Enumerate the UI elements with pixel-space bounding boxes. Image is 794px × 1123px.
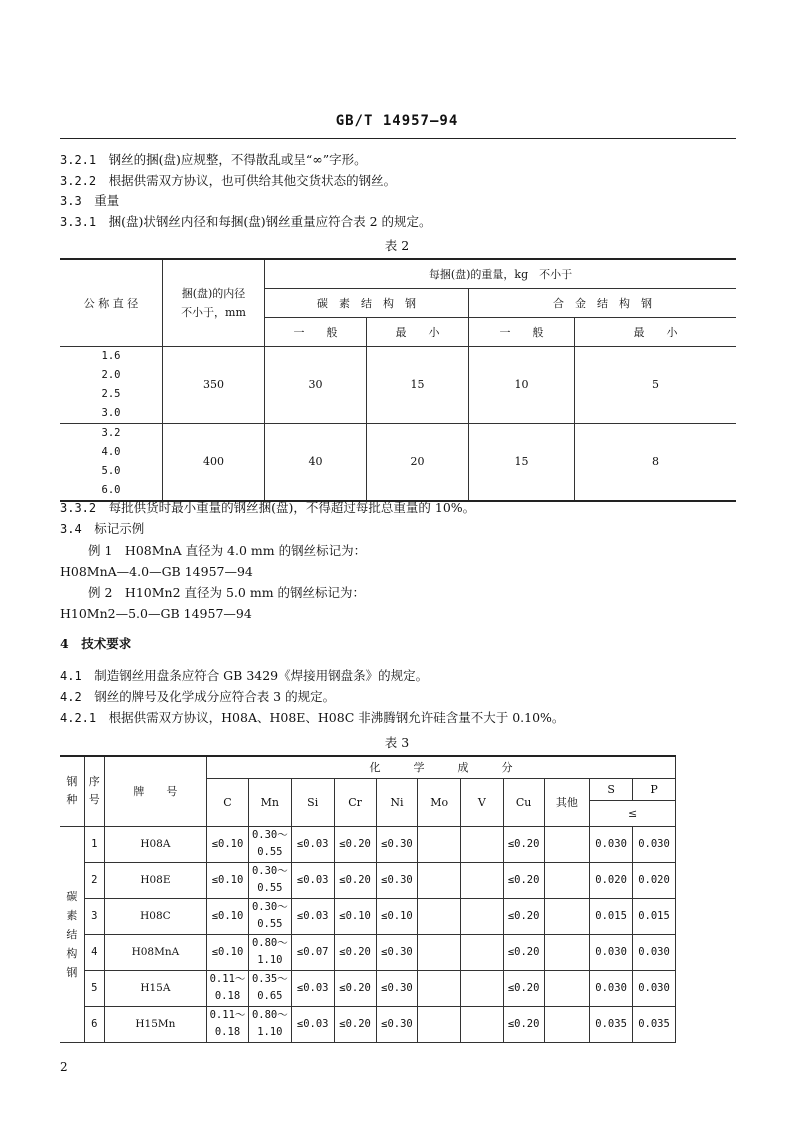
example-1-mark: H08MnA—4.0—GB 14957—94 (60, 564, 253, 579)
clause-text: 重量 (94, 193, 120, 208)
seq-cell: 5 (84, 970, 104, 1006)
paragraph-4-1 (60, 668, 428, 684)
clause-text: 每批供货时最小重量的钢丝捆(盘)，不得超过每批总重量的 10%。 (108, 500, 476, 515)
diameter-value: 1.6 (101, 349, 121, 362)
cr-cell: ≤0.20 (334, 970, 376, 1006)
other-cell (544, 970, 590, 1006)
col-header-steel-type-line: 钢 (66, 775, 78, 789)
paragraph-4-2 (60, 689, 335, 705)
cu-cell: ≤0.20 (503, 862, 544, 898)
ni-cell: ≤0.30 (376, 934, 418, 970)
other-cell (544, 934, 590, 970)
table-row (60, 934, 676, 970)
paragraph-4-2-1 (60, 710, 564, 726)
mn-value: 1.10 (257, 954, 283, 966)
example-2-mark: H10Mn2—5.0—GB 14957—94 (60, 606, 252, 621)
alloy-min-cell: 5 (575, 346, 737, 423)
mn-value: 0.80～ (251, 1009, 288, 1021)
clause-text: 钢丝的捆(盘)应规整，不得散乱或呈“∞”字形。 (108, 152, 367, 167)
alloy-general-cell: 10 (469, 346, 575, 423)
ni-cell: ≤0.30 (376, 970, 418, 1006)
c-value: 0.11～ (209, 973, 246, 985)
inner-diameter-cell: 400 (163, 423, 265, 501)
si-cell: ≤0.03 (291, 826, 334, 862)
clause-text: 捆(盘)状钢丝内径和每捆(盘)钢丝重量应符合表 2 的规定。 (108, 214, 432, 229)
ni-cell: ≤0.10 (376, 898, 418, 934)
cu-cell: ≤0.20 (503, 1006, 544, 1042)
v-cell (461, 934, 504, 970)
mn-value: 1.10 (257, 1026, 283, 1038)
steel-group-carbon (60, 826, 84, 1042)
mn-value: 0.55 (257, 882, 283, 894)
col-header-inner-line1: 捆(盘)的内径 (181, 286, 246, 300)
table-row (60, 898, 676, 934)
col-header-cr: Cr (334, 778, 376, 826)
section-4-heading (60, 636, 131, 652)
s-cell: 0.030 (590, 970, 633, 1006)
mo-cell (418, 970, 461, 1006)
mo-cell (418, 1006, 461, 1042)
clause-number: 3.3.2 (60, 501, 97, 515)
paragraph-3-2-2 (60, 173, 396, 189)
seq-cell: 6 (84, 1006, 104, 1042)
p-cell: 0.035 (633, 1006, 676, 1042)
col-header-chemical: 化 学 成 分 (207, 756, 676, 778)
section-title: 技术要求 (81, 636, 132, 651)
grade-cell: H08A (104, 826, 206, 862)
col-header-mn: Mn (248, 778, 291, 826)
col-header-cu: Cu (503, 778, 544, 826)
header-rule (60, 138, 736, 139)
clause-number: 3.3.1 (60, 215, 97, 229)
v-cell (461, 862, 504, 898)
diameter-value: 2.0 (101, 368, 121, 381)
example-1: 例 1 H08MnA 直径为 4.0 mm 的钢丝标记为： (88, 543, 367, 558)
col-header-seq-line: 序 (88, 775, 100, 789)
grade-cell: H08C (104, 898, 206, 934)
cr-cell: ≤0.20 (334, 1006, 376, 1042)
p-cell: 0.015 (633, 898, 676, 934)
diameter-value: 3.2 (101, 426, 121, 439)
paragraph-3-2-1 (60, 152, 367, 168)
page-number: 2 (60, 1060, 68, 1074)
seq-cell: 2 (84, 862, 104, 898)
col-header-v: V (461, 778, 504, 826)
clause-text: 标记示例 (94, 521, 145, 536)
mn-cell (248, 826, 291, 862)
col-header-c: C (207, 778, 249, 826)
mn-value: 0.80～ (251, 937, 288, 949)
c-value: 0.18 (214, 990, 241, 1002)
carbon-min-cell: 15 (367, 346, 469, 423)
cu-cell: ≤0.20 (503, 970, 544, 1006)
other-cell (544, 862, 590, 898)
col-header-alloy-steel: 合 金 结 构 钢 (469, 288, 737, 317)
col-header-carbon-general: 一 般 (265, 317, 367, 346)
p-cell: 0.030 (633, 826, 676, 862)
col-header-alloy-general: 一 般 (469, 317, 575, 346)
s-cell: 0.020 (590, 862, 633, 898)
paragraph-3-3-2 (60, 500, 475, 516)
clause-number: 3.2.2 (60, 174, 97, 188)
clause-text: 根据供需双方协议，也可供给其他交货状态的钢丝。 (108, 173, 397, 188)
c-cell (207, 862, 249, 898)
grade-cell: H08MnA (104, 934, 206, 970)
clause-number: 3.3 (60, 194, 82, 208)
c-cell (207, 934, 249, 970)
clause-number: 4.2 (60, 690, 82, 704)
v-cell (461, 970, 504, 1006)
paragraph-3-3 (60, 193, 119, 209)
clause-text: 钢丝的牌号及化学成分应符合表 3 的规定。 (94, 689, 336, 704)
seq-cell: 1 (84, 826, 104, 862)
ni-cell: ≤0.30 (376, 1006, 418, 1042)
mo-cell (418, 934, 461, 970)
carbon-general-cell: 30 (265, 346, 367, 423)
table-3 (60, 755, 676, 1043)
diameter-value: 2.5 (101, 387, 121, 400)
col-header-grade: 牌 号 (104, 756, 206, 826)
table-row (60, 862, 676, 898)
col-header-le-symbol: ≤ (590, 800, 676, 826)
v-cell (461, 826, 504, 862)
mo-cell (418, 826, 461, 862)
cr-cell: ≤0.20 (334, 934, 376, 970)
col-header-alloy-min: 最 小 (575, 317, 737, 346)
col-header-inner-diameter (163, 259, 265, 346)
table-row (60, 970, 676, 1006)
si-cell: ≤0.03 (291, 862, 334, 898)
mn-value: 0.30～ (251, 865, 288, 877)
diameter-value: 5.0 (101, 464, 121, 477)
v-cell (461, 1006, 504, 1042)
c-value: 0.11～ (209, 1009, 246, 1021)
col-header-steel-type (60, 756, 84, 826)
table-3-caption: 表 3 (384, 735, 410, 750)
col-header-seq (84, 756, 104, 826)
mn-value: 0.65 (257, 990, 283, 1002)
mn-cell (248, 1006, 291, 1042)
col-header-carbon-min: 最 小 (367, 317, 469, 346)
other-cell (544, 898, 590, 934)
alloy-general-cell: 15 (469, 423, 575, 501)
cr-cell: ≤0.20 (334, 826, 376, 862)
clause-text: 根据供需双方协议，H08A、H08E、H08C 非沸腾钢允许硅含量不大于 0.10%。 (108, 710, 565, 725)
table-row (60, 826, 676, 862)
col-header-p: P (633, 778, 676, 800)
c-cell (207, 898, 249, 934)
mn-cell (248, 898, 291, 934)
table-row (60, 1006, 676, 1042)
p-cell: 0.030 (633, 970, 676, 1006)
col-header-diameter: 公 称 直 径 (60, 259, 163, 346)
clause-number: 4.2.1 (60, 711, 97, 725)
col-header-weight: 每捆(盘)的重量，kg 不小于 (265, 259, 737, 288)
example-2: 例 2 H10Mn2 直径为 5.0 mm 的钢丝标记为： (88, 585, 366, 600)
col-header-inner-line2: 不小于，mm (181, 305, 246, 319)
p-cell: 0.030 (633, 934, 676, 970)
col-header-ni: Ni (376, 778, 418, 826)
col-header-s: S (590, 778, 633, 800)
cr-cell: ≤0.20 (334, 862, 376, 898)
col-header-si: Si (291, 778, 334, 826)
c-value: ≤0.10 (211, 909, 244, 922)
alloy-min-cell: 8 (575, 423, 737, 501)
s-cell: 0.030 (590, 826, 633, 862)
grade-cell: H15Mn (104, 1006, 206, 1042)
paragraph-3-3-1 (60, 214, 432, 230)
table-2-caption: 表 2 (384, 238, 410, 253)
cu-cell: ≤0.20 (503, 898, 544, 934)
c-value: 0.18 (214, 1026, 241, 1038)
other-cell (544, 1006, 590, 1042)
diameter-value: 6.0 (101, 483, 121, 496)
diameter-list (60, 423, 163, 501)
cu-cell: ≤0.20 (503, 934, 544, 970)
cr-cell: ≤0.10 (334, 898, 376, 934)
group-label-char: 构 (66, 946, 78, 960)
inner-diameter-cell: 350 (163, 346, 265, 423)
group-label-char: 钢 (66, 965, 78, 979)
grade-cell: H15A (104, 970, 206, 1006)
group-label-char: 素 (66, 908, 78, 922)
seq-cell: 4 (84, 934, 104, 970)
p-cell: 0.020 (633, 862, 676, 898)
section-number: 4 (60, 636, 69, 651)
clause-number: 3.2.1 (60, 153, 97, 167)
si-cell: ≤0.03 (291, 970, 334, 1006)
si-cell: ≤0.03 (291, 1006, 334, 1042)
table-2 (60, 258, 736, 502)
col-header-other: 其他 (544, 778, 590, 826)
mn-cell (248, 934, 291, 970)
c-cell (207, 826, 249, 862)
carbon-min-cell: 20 (367, 423, 469, 501)
clause-text: 制造钢丝用盘条应符合 GB 3429《焊接用钢盘条》的规定。 (94, 668, 429, 683)
carbon-general-cell: 40 (265, 423, 367, 501)
si-cell: ≤0.03 (291, 898, 334, 934)
mo-cell (418, 862, 461, 898)
diameter-value: 4.0 (101, 445, 121, 458)
document-header-code: GB/T 14957—94 (335, 113, 459, 129)
ni-cell: ≤0.30 (376, 826, 418, 862)
mn-value: 0.55 (257, 918, 283, 930)
s-cell: 0.030 (590, 934, 633, 970)
mn-value: 0.30～ (251, 829, 288, 841)
diameter-list (60, 346, 163, 423)
mn-value: 0.55 (257, 846, 283, 858)
clause-number: 4.1 (60, 669, 82, 683)
si-cell: ≤0.07 (291, 934, 334, 970)
s-cell: 0.035 (590, 1006, 633, 1042)
s-cell: 0.015 (590, 898, 633, 934)
ni-cell: ≤0.30 (376, 862, 418, 898)
cu-cell: ≤0.20 (503, 826, 544, 862)
table-row (60, 346, 736, 423)
mn-cell (248, 970, 291, 1006)
c-cell (207, 1006, 249, 1042)
mn-cell (248, 862, 291, 898)
col-header-carbon-steel: 碳 素 结 构 钢 (265, 288, 469, 317)
v-cell (461, 898, 504, 934)
col-header-seq-line: 号 (88, 793, 100, 807)
table-row (60, 423, 736, 501)
group-label-char: 碳 (66, 889, 78, 903)
seq-cell: 3 (84, 898, 104, 934)
c-value: ≤0.10 (211, 837, 244, 850)
other-cell (544, 826, 590, 862)
c-value: ≤0.10 (211, 873, 244, 886)
paragraph-3-4 (60, 521, 144, 537)
mn-value: 0.30～ (251, 901, 288, 913)
c-value: ≤0.10 (211, 945, 244, 958)
group-label-char: 结 (66, 927, 78, 941)
col-header-steel-type-line: 种 (66, 793, 78, 807)
mo-cell (418, 898, 461, 934)
diameter-value: 3.0 (101, 406, 121, 419)
c-cell (207, 970, 249, 1006)
mn-value: 0.35～ (251, 973, 288, 985)
col-header-mo: Mo (418, 778, 461, 826)
clause-number: 3.4 (60, 522, 82, 536)
grade-cell: H08E (104, 862, 206, 898)
